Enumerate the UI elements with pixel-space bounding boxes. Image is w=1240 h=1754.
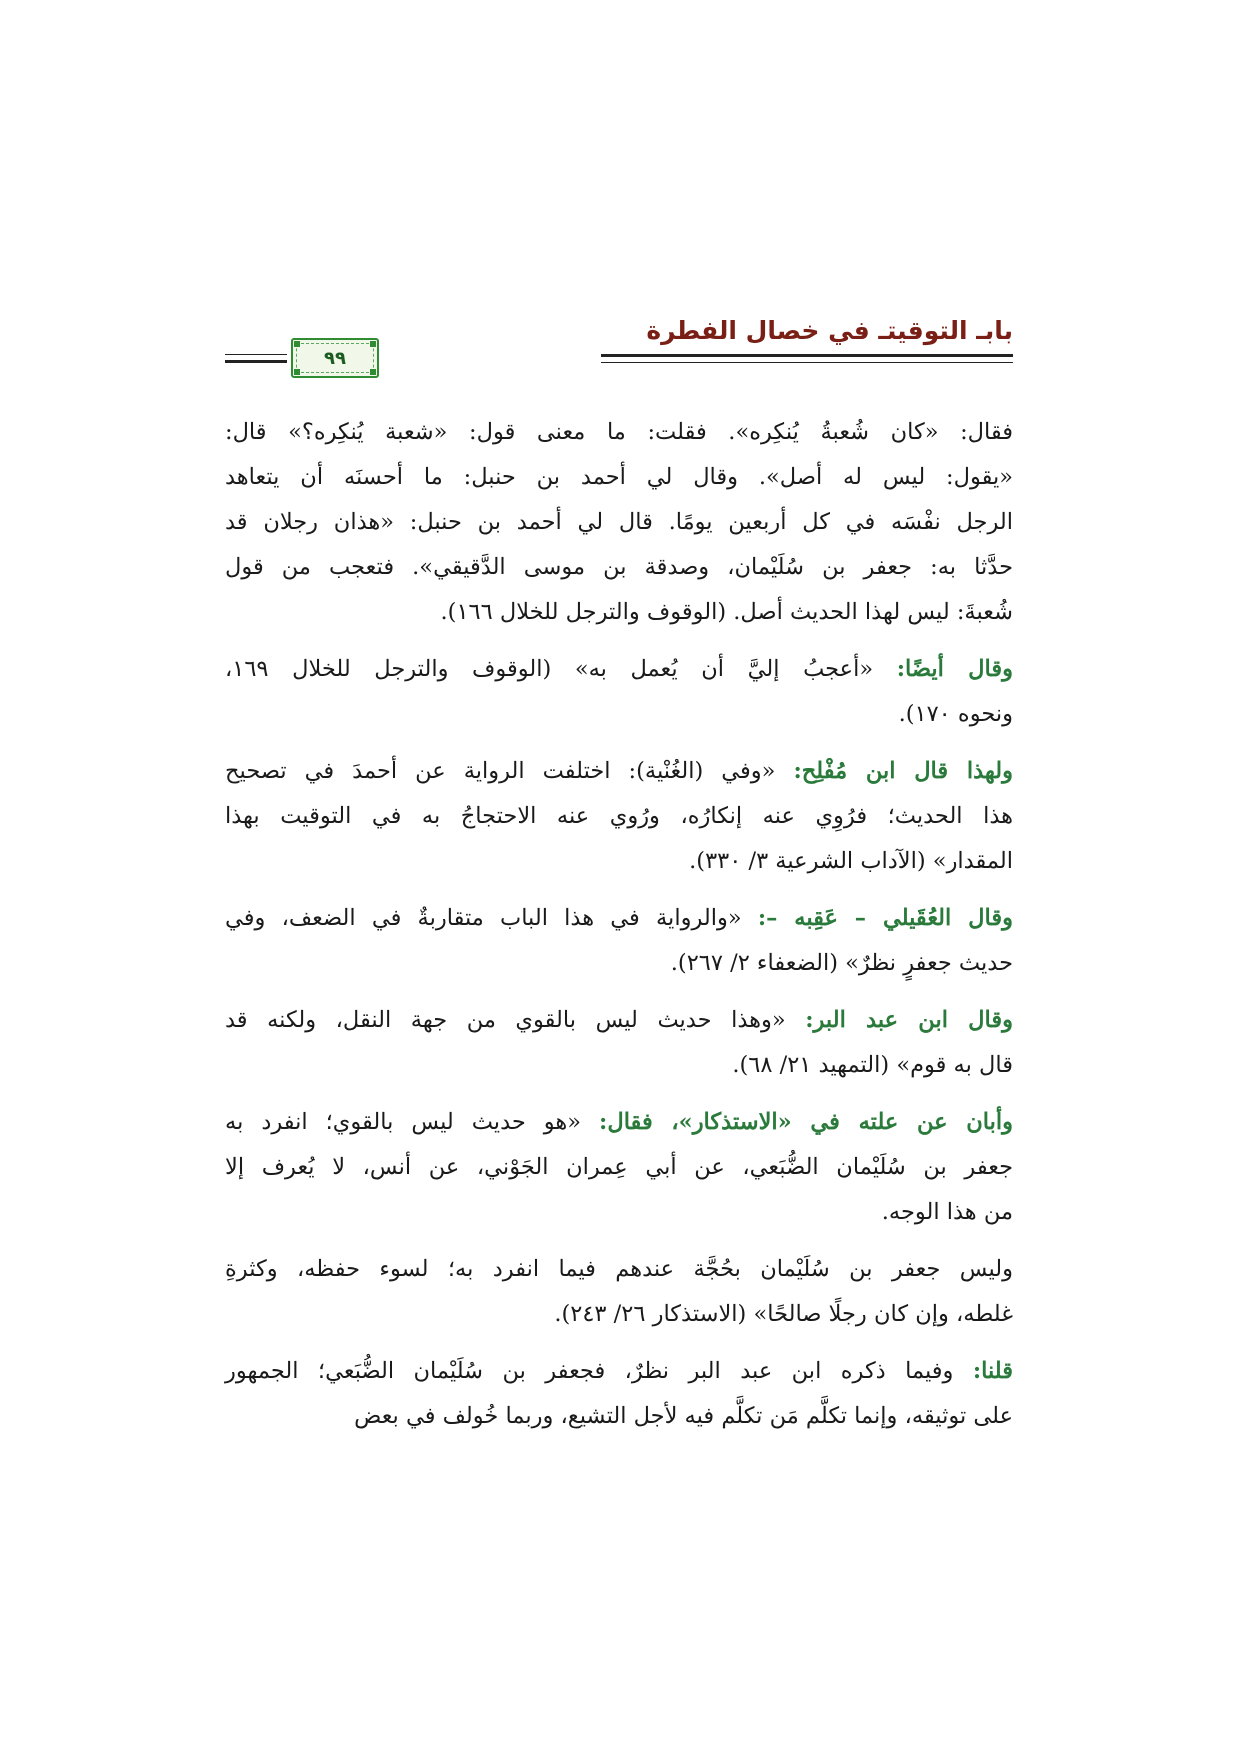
text-line <box>225 998 1013 1043</box>
line-text: «وفي (الغُنْية): اختلفت الرواية عن أحمدَ في تصحيح <box>225 758 776 784</box>
line-text: «يقول: ليس له أصل». وقال لي أحمد بن حنبل: ما أحسنَه أن يتعاهد <box>225 464 1013 490</box>
paragraph <box>225 1349 1013 1439</box>
line-text: غلطه، وإن كان رجلًا صالحًا» (الاستذكار ٢٦/ ٢٤٣). <box>554 1301 1013 1327</box>
text-line <box>225 941 1013 986</box>
header-rule <box>601 354 1013 363</box>
text-line <box>225 1349 1013 1394</box>
line-text: «أعجبُ إليَّ أن يُعمل به» (الوقوف والترجل للخلال ١٦٩، <box>225 656 874 682</box>
paragraph <box>225 647 1013 737</box>
line-text: هذا الحديث؛ فرُوِي عنه إنكارُه، ورُوي عنه الاحتجاجُ به في التوقيت بهذا <box>225 803 1013 829</box>
line-text: «هو حديث ليس بالقوي؛ انفرد به <box>225 1109 582 1135</box>
text-line <box>225 590 1013 635</box>
source-lead: قلنا: <box>972 1358 1013 1384</box>
text-line <box>225 794 1013 839</box>
line-text: حديث جعفرٍ نظرٌ» (الضعفاء ٢/ ٢٦٧). <box>670 950 1013 976</box>
line-text: وفيما ذكره ابن عبد البر نظرٌ، فجعفر بن سُلَيْمان الضُّبَعي؛ الجمهور <box>225 1358 954 1384</box>
paragraph <box>225 998 1013 1088</box>
page-number: ٩٩ <box>324 347 346 369</box>
text-line <box>225 1145 1013 1190</box>
line-text: قال به قوم» (التمهيد ٢١/ ٦٨). <box>732 1052 1013 1078</box>
line-text: وليس جعفر بن سُلَيْمان بحُجَّة عندهم فيما انفرد به؛ لسوء حفظه، وكثرةِ <box>225 1256 1013 1282</box>
paragraph <box>225 1100 1013 1235</box>
text-line <box>225 1043 1013 1088</box>
line-text: شُعبةَ: ليس لهذا الحديث أصل. (الوقوف والترجل للخلال ١٦٦). <box>440 599 1013 625</box>
text-line <box>225 692 1013 737</box>
line-text: ونحوه ١٧٠). <box>898 701 1013 727</box>
paragraph <box>225 749 1013 884</box>
line-text: جعفر بن سُلَيْمان الضُّبَعي، عن أبي عِمران الجَوْني، عن أنس، لا يُعرف إلا <box>225 1154 1013 1180</box>
source-lead: وقال ابن عبد البر: <box>805 1007 1014 1033</box>
text-line <box>225 1100 1013 1145</box>
line-text: من هذا الوجه. <box>881 1199 1013 1225</box>
line-text: فقال: «كان شُعبةُ يُنكِره». فقلت: ما معنى قول: «شعبة يُنكِره؟» قال: <box>225 419 1013 445</box>
body-text <box>225 410 1013 1451</box>
line-text: الرجل نفْسَه في كل أربعين يومًا. قال لي أحمد بن حنبل: «هذان رجلان قد <box>225 509 1013 535</box>
header-rule-left <box>225 354 287 363</box>
line-text: «والرواية في هذا الباب متقاربةٌ في الضعف، وفي <box>225 905 742 931</box>
paragraph <box>225 410 1013 635</box>
text-line <box>225 1292 1013 1337</box>
text-line <box>225 455 1013 500</box>
paragraph <box>225 896 1013 986</box>
text-line <box>225 749 1013 794</box>
text-line <box>225 1247 1013 1292</box>
page-header <box>225 312 1013 372</box>
running-title: بابـ التوقيتـ في خصال الفطرة <box>646 316 1013 345</box>
source-lead: وقال أيضًا: <box>896 656 1013 682</box>
line-text: على توثيقه، وإنما تكلَّم مَن تكلَّم فيه لأجل التشيع، وربما خُولف في بعض <box>354 1403 1013 1429</box>
paragraph <box>225 1247 1013 1337</box>
line-text: المقدار» (الآداب الشرعية ٣/ ٣٣٠). <box>689 848 1013 874</box>
text-line <box>225 500 1013 545</box>
line-text: حدَّثا به: جعفر بن سُلَيْمان، وصدقة بن موسى الدَّقيقي». فتعجب من قول <box>225 554 1013 580</box>
text-line <box>225 839 1013 884</box>
source-lead: وأبان عن علته في «الاستذكار»، فقال: <box>599 1109 1013 1135</box>
text-line <box>225 410 1013 455</box>
text-line <box>225 896 1013 941</box>
text-line <box>225 545 1013 590</box>
text-line <box>225 647 1013 692</box>
text-line <box>225 1394 1013 1439</box>
text-line <box>225 1190 1013 1235</box>
source-lead: ولهذا قال ابن مُفْلِح: <box>793 758 1014 784</box>
page-number-badge <box>291 338 379 378</box>
source-lead: وقال العُقَيلي – عَقِبه –: <box>757 905 1013 931</box>
line-text: «وهذا حديث ليس بالقوي من جهة النقل، ولكنه قد <box>225 1007 786 1033</box>
